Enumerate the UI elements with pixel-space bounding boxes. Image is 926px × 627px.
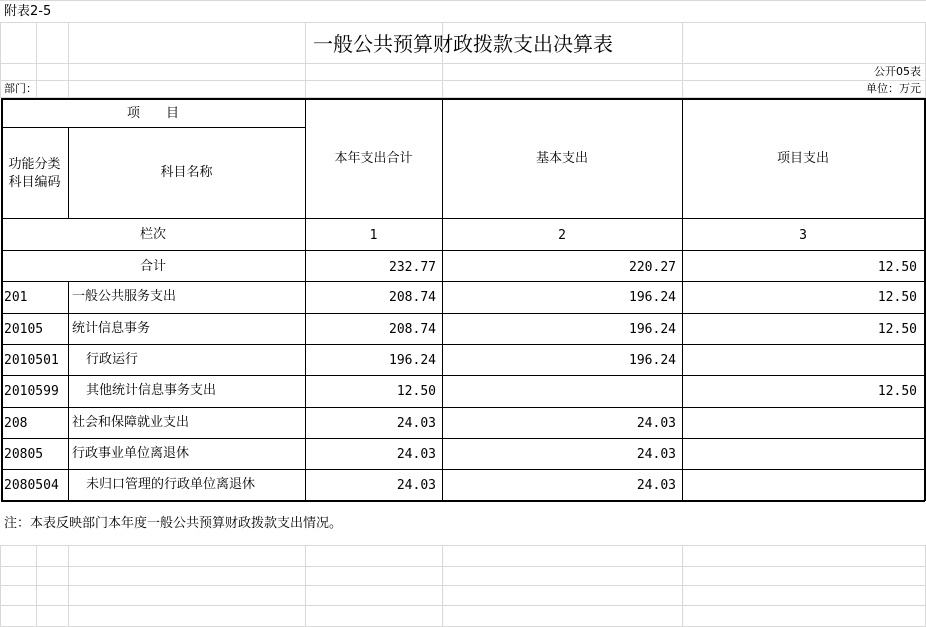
row-total: 24.03 <box>396 478 436 493</box>
col-index-2: 2 <box>558 228 566 243</box>
gridline <box>0 566 926 567</box>
header-col-total: 本年支出合计 <box>334 151 413 166</box>
table-border <box>1 98 925 100</box>
header-item: 项 目 <box>126 106 179 121</box>
row-name: 行政事业单位离退休 <box>72 446 190 461</box>
table-border <box>1 344 925 345</box>
row-total: 196.24 <box>389 353 436 368</box>
row-code: 208 <box>4 416 28 431</box>
gridline <box>0 545 926 546</box>
row-project: 12.50 <box>877 322 917 337</box>
total-row-total: 232.77 <box>389 260 436 275</box>
table-border <box>68 281 69 501</box>
row-code: 2010599 <box>4 384 59 399</box>
row-code: 201 <box>4 290 28 305</box>
table-border <box>1 375 925 376</box>
table-border <box>1 281 925 282</box>
gridline <box>0 22 926 23</box>
row-name: 行政运行 <box>86 352 139 367</box>
row-name: 社会和保障就业支出 <box>72 415 190 430</box>
row-name: 未归口管理的行政单位离退休 <box>86 477 256 492</box>
gridline <box>0 0 926 1</box>
gridline <box>305 545 306 627</box>
header-col-project: 项目支出 <box>776 151 829 166</box>
table-border <box>1 250 925 251</box>
row-project: 12.50 <box>877 384 917 399</box>
col-index-3: 3 <box>799 228 807 243</box>
table-note: 注：本表反映部门本年度一般公共预算财政拨款支出情况。 <box>4 516 343 531</box>
department-label: 部门： <box>4 82 37 95</box>
row-code: 2080504 <box>4 478 59 493</box>
row-basic: 196.24 <box>629 290 676 305</box>
row-total: 12.50 <box>396 384 436 399</box>
row-basic: 24.03 <box>636 447 676 462</box>
gridline <box>0 80 926 81</box>
gridline <box>442 545 443 627</box>
col-index-1: 1 <box>369 228 378 243</box>
unit-label: 单位：万元 <box>866 82 921 95</box>
gridline <box>36 545 37 627</box>
row-basic: 24.03 <box>636 416 676 431</box>
row-name: 其他统计信息事务支出 <box>86 383 217 398</box>
row-code: 20105 <box>4 322 44 337</box>
row-index-label: 栏次 <box>139 227 166 242</box>
row-code: 2010501 <box>4 353 59 368</box>
header-name: 科目名称 <box>160 165 213 180</box>
table-border <box>1 500 925 502</box>
row-total: 24.03 <box>396 447 436 462</box>
table-border <box>1 127 305 128</box>
row-name: 统计信息事务 <box>72 321 151 336</box>
row-project: 12.50 <box>877 290 917 305</box>
row-total: 208.74 <box>389 290 436 305</box>
total-row-label: 合计 <box>139 259 166 274</box>
total-row-project: 12.50 <box>877 260 917 275</box>
page-title: 一般公共预算财政拨款支出决算表 <box>313 32 613 56</box>
total-row-basic: 220.27 <box>629 260 676 275</box>
table-border <box>1 407 925 408</box>
attachment-label: 附表2-5 <box>4 4 52 19</box>
header-code: 功能分类 科目编码 <box>8 157 61 190</box>
table-border <box>1 313 925 314</box>
gridline <box>0 63 926 64</box>
row-basic: 196.24 <box>629 353 676 368</box>
gridline <box>0 605 926 606</box>
form-code: 公开05表 <box>874 65 921 78</box>
row-total: 24.03 <box>396 416 436 431</box>
gridline <box>682 545 683 627</box>
row-total: 208.74 <box>389 322 436 337</box>
row-basic: 196.24 <box>629 322 676 337</box>
gridline <box>0 585 926 586</box>
gridline <box>0 545 1 627</box>
table-border <box>1 469 925 470</box>
row-basic: 24.03 <box>636 478 676 493</box>
header-col-basic: 基本支出 <box>535 151 588 166</box>
table-border <box>1 438 925 439</box>
gridline <box>68 545 69 627</box>
row-name: 一般公共服务支出 <box>72 289 177 304</box>
row-code: 20805 <box>4 447 44 462</box>
table-border <box>1 218 925 219</box>
